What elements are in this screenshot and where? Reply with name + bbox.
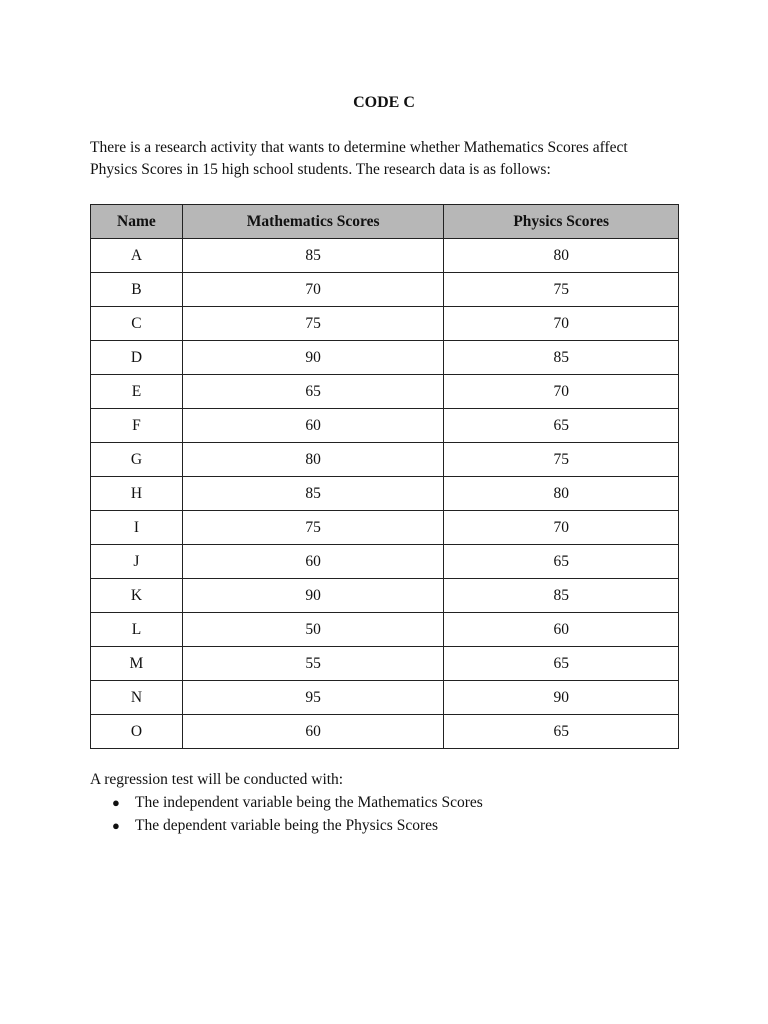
cell-name: K <box>91 579 183 613</box>
table-row <box>91 239 679 273</box>
table-row <box>91 681 679 715</box>
cell-physics: 70 <box>444 511 679 545</box>
cell-math: 75 <box>182 511 444 545</box>
cell-name: J <box>91 545 183 579</box>
bullet-icon: ● <box>112 818 120 833</box>
header-math-scores: Mathematics Scores <box>182 205 444 239</box>
cell-math: 50 <box>182 613 444 647</box>
cell-math: 55 <box>182 647 444 681</box>
table-row <box>91 273 679 307</box>
cell-math: 85 <box>182 477 444 511</box>
cell-name: O <box>91 715 183 749</box>
list-item <box>90 791 690 814</box>
cell-math: 60 <box>182 545 444 579</box>
cell-physics: 65 <box>444 545 679 579</box>
cell-name: A <box>91 239 183 273</box>
document-title: CODE C <box>353 94 415 111</box>
cell-math: 60 <box>182 715 444 749</box>
cell-physics: 80 <box>444 239 679 273</box>
table-row <box>91 341 679 375</box>
cell-physics: 70 <box>444 375 679 409</box>
cell-math: 85 <box>182 239 444 273</box>
table-row <box>91 375 679 409</box>
cell-name: F <box>91 409 183 443</box>
table-header-row <box>91 205 679 239</box>
table-row <box>91 579 679 613</box>
cell-name: L <box>91 613 183 647</box>
cell-name: B <box>91 273 183 307</box>
table-row <box>91 443 679 477</box>
cell-name: E <box>91 375 183 409</box>
cell-math: 95 <box>182 681 444 715</box>
cell-name: I <box>91 511 183 545</box>
intro-paragraph <box>90 137 690 181</box>
cell-physics: 75 <box>444 273 679 307</box>
intro-line: There is a research activity that wants to determine whether Mathematics Scores affect <box>90 139 628 156</box>
table-row <box>91 613 679 647</box>
cell-name: C <box>91 307 183 341</box>
table-row <box>91 409 679 443</box>
cell-physics: 65 <box>444 647 679 681</box>
cell-name: D <box>91 341 183 375</box>
bullet-icon: ● <box>112 795 120 810</box>
cell-physics: 65 <box>444 715 679 749</box>
header-name: Name <box>91 205 183 239</box>
table-row <box>91 715 679 749</box>
intro-line: Physics Scores in 15 high school students. The research data is as follows: <box>90 161 551 178</box>
cell-math: 70 <box>182 273 444 307</box>
cell-physics: 65 <box>444 409 679 443</box>
variable-list <box>90 791 690 837</box>
cell-name: G <box>91 443 183 477</box>
list-item-text: The dependent variable being the Physics Scores <box>135 817 439 834</box>
table-row <box>91 647 679 681</box>
cell-math: 60 <box>182 409 444 443</box>
cell-math: 75 <box>182 307 444 341</box>
table-row <box>91 511 679 545</box>
regression-note <box>90 769 690 837</box>
regression-intro: A regression test will be conducted with: <box>90 771 344 788</box>
cell-name: M <box>91 647 183 681</box>
cell-math: 80 <box>182 443 444 477</box>
table-row <box>91 477 679 511</box>
scores-table <box>90 204 679 749</box>
cell-physics: 75 <box>444 443 679 477</box>
list-item <box>90 814 690 837</box>
cell-name: N <box>91 681 183 715</box>
list-item-text: The independent variable being the Mathematics Scores <box>135 794 483 811</box>
cell-physics: 60 <box>444 613 679 647</box>
cell-name: H <box>91 477 183 511</box>
cell-math: 90 <box>182 579 444 613</box>
cell-physics: 80 <box>444 477 679 511</box>
cell-physics: 85 <box>444 579 679 613</box>
table-row <box>91 545 679 579</box>
cell-physics: 85 <box>444 341 679 375</box>
cell-physics: 90 <box>444 681 679 715</box>
cell-math: 90 <box>182 341 444 375</box>
header-physics-scores: Physics Scores <box>444 205 679 239</box>
cell-math: 65 <box>182 375 444 409</box>
cell-physics: 70 <box>444 307 679 341</box>
table-row <box>91 307 679 341</box>
